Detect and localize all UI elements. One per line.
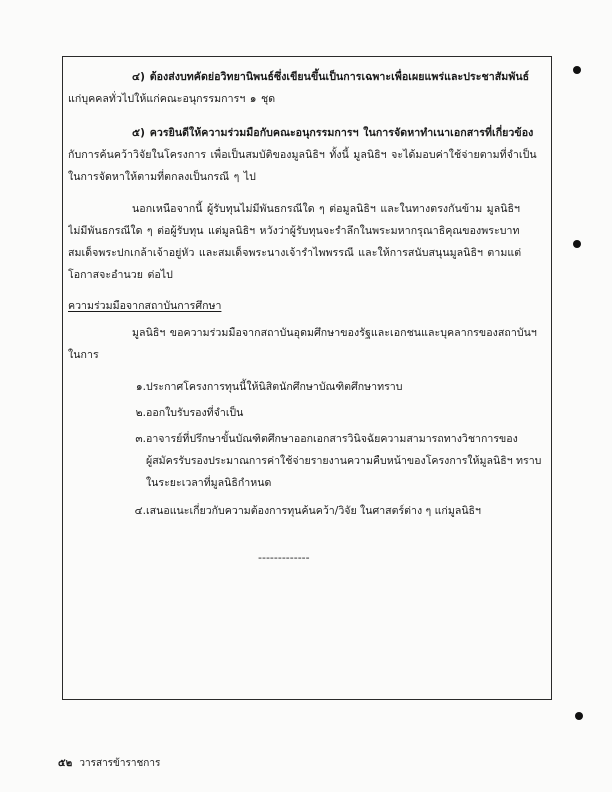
page-footer: [58, 756, 160, 771]
list-item-number: ๒.: [135, 407, 146, 419]
paragraph-5-line-3: ในการจัดหาให้ตามที่ตกลงเป็นกรณี ๆ ไป: [68, 171, 256, 183]
paragraph-4-line-1: ๔) ต้องส่งบทคัดย่อวิทยานิพนธ์ซึ่งเขียนขึ้นเป็นการเฉพาะเพื่อเผยแพร่และประชาสัมพันธ์: [132, 71, 530, 83]
publication-title: วารสารข้าราชการ: [79, 758, 161, 769]
list-item-number: ๑.: [135, 381, 146, 393]
punch-hole-middle: [573, 240, 581, 248]
paragraph-additional-obligations: [68, 198, 546, 286]
list-item-text: ประกาศโครงการทุนนี้ให้นิสิตนักศึกษาบัณฑิตศึกษาทราบ: [146, 381, 403, 393]
list-item-text-continued: ในระยะเวลาที่มูลนิธิกำหนด: [146, 477, 272, 489]
section-intro-line-1: มูลนิธิฯ ขอความร่วมมือจากสถาบันอุดมศึกษาของรัฐและเอกชนและบุคลากรของสถาบันฯ: [132, 327, 537, 339]
section-intro: [68, 322, 546, 366]
paragraph-5-line-1: ๕) ควรยินดีให้ความร่วมมือกับคณะอนุกรรมการฯ ในการจัดหาทำเนาเอกสารที่เกี่ยวข้อง: [132, 127, 534, 139]
list-item: [68, 402, 546, 424]
paragraph-4-line-2: แก่บุคคลทั่วไปให้แก่คณะอนุกรรมการฯ ๑ ชุด: [68, 93, 276, 105]
list-item-text-continued: ผู้สมัครรับรองประมาณการค่าใช้จ่ายรายงานความคืบหน้าของโครงการให้มูลนิธิฯ ทราบ: [146, 455, 542, 467]
end-divider: -------------: [258, 551, 310, 564]
punch-hole-bottom: [575, 712, 583, 720]
list-item-text: เสนอแนะเกี่ยวกับความต้องการทุนค้นคว้า/วิจัย ในศาสตร์ต่าง ๆ แก่มูลนิธิฯ: [146, 505, 481, 517]
paragraph-extra-line-3: สมเด็จพระปกเกล้าเจ้าอยู่หัว และสมเด็จพระนางเจ้ารำไพพรรณี และให้การสนับสนุนมูลนิธิฯ ตามแต่: [68, 247, 522, 259]
paragraph-extra-line-4: โอกาสจะอำนวย ต่อไป: [68, 269, 173, 281]
paragraph-extra-line-2: ไม่มีพันธกรณีใด ๆ ต่อผู้รับทุน แต่มูลนิธิฯ หวังว่าผู้รับทุนจะรำลึกในพระมหากรุณาธิคุณของพระบาท: [68, 225, 520, 237]
punch-hole-top: [573, 66, 581, 74]
list-item: [68, 428, 546, 494]
paragraph-item-5: [68, 122, 546, 188]
paragraph-extra-line-1: นอกเหนือจากนี้ ผู้รับทุนไม่มีพันธกรณีใด ๆ ต่อมูลนิธิฯ และในทางตรงกันข้าม มูลนิธิฯ: [132, 203, 521, 215]
list-item-text: อาจารย์ที่ปรึกษาขั้นบัณฑิตศึกษาออกเอกสารวินิจฉัยความสามารถทางวิชาการของ: [146, 433, 518, 445]
list-item: [68, 376, 546, 398]
page-number: ๕๒: [58, 758, 73, 769]
section-intro-line-2: ในการ: [68, 349, 99, 361]
list-item-text: ออกใบรับรองที่จำเป็น: [146, 407, 244, 419]
paragraph-item-4: [68, 66, 546, 110]
list-item: [68, 500, 546, 522]
list-item-number: ๓.: [135, 433, 146, 445]
list-item-number: ๔.: [134, 505, 146, 517]
cooperation-list: [68, 376, 546, 522]
paragraph-5-line-2: กับการค้นคว้าวิจัยในโครงการ เพื่อเป็นสมบัติของมูลนิธิฯ ทั้งนี้ มูลนิธิฯ จะได้มอบค่าใช้จ่ายตามที่จำเป็น: [68, 149, 537, 161]
section-heading-institution-cooperation: ความร่วมมือจากสถาบันการศึกษา: [68, 300, 222, 312]
